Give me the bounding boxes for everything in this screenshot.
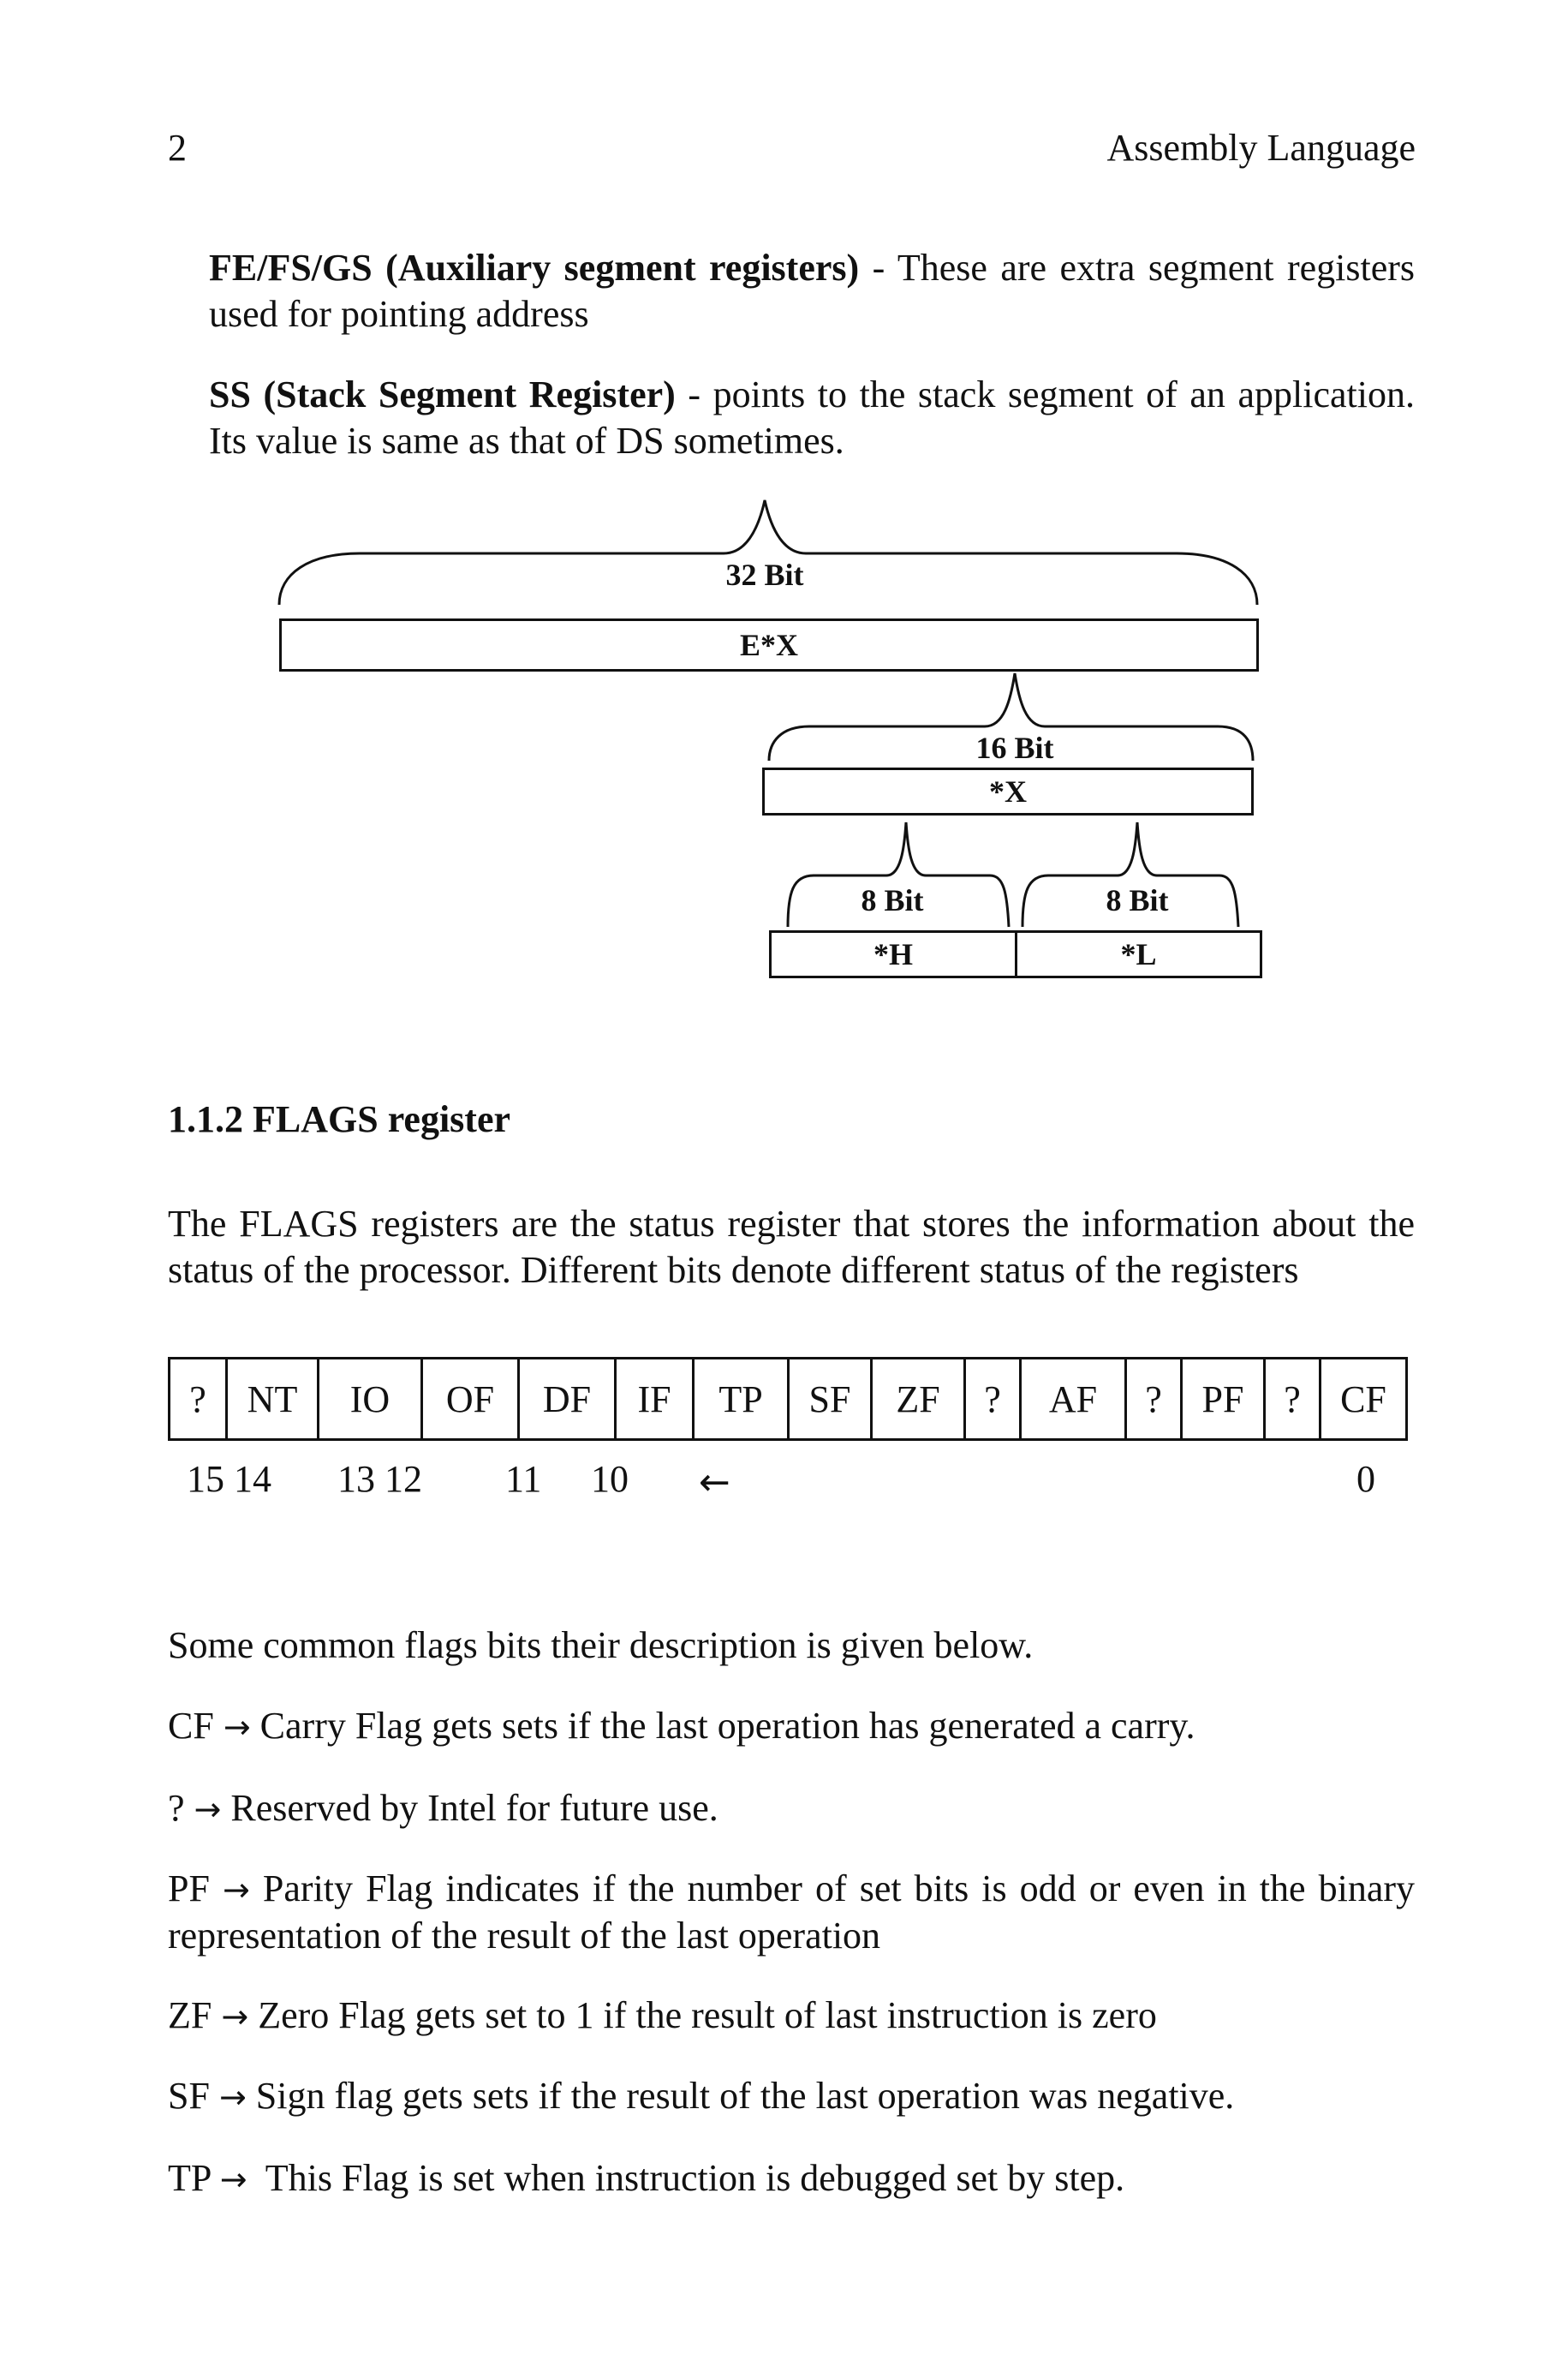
desc-item-sf — [168, 2073, 1234, 2120]
flag-cell: ? — [1265, 1359, 1321, 1440]
bit-label-13-12: 13 12 — [337, 1458, 422, 1500]
register-diagram-braces — [0, 0, 1568, 1028]
page-number: 2 — [168, 127, 187, 169]
flag-cell: ? — [170, 1359, 227, 1440]
descriptions-lead: Some common flags bits their description is given below. — [168, 1624, 1034, 1666]
flags-row — [170, 1359, 1407, 1440]
ss-term: SS (Stack Segment Register) — [209, 373, 676, 415]
ss-description: - points to the stack segment of an application. Its value is same as that of DS sometimes. — [209, 373, 1415, 462]
right-arrow-icon: → — [218, 2078, 247, 2116]
desc-item-tp — [168, 2155, 1124, 2202]
desc-key: TP — [168, 2157, 211, 2199]
register-8-bit-low: *L — [1015, 930, 1262, 978]
section-heading: 1.1.2 FLAGS register — [168, 1098, 511, 1140]
register-8-bit-high: *H — [769, 930, 1017, 978]
bit-label-0: 0 — [1356, 1458, 1375, 1500]
right-arrow-icon: → — [194, 1790, 222, 1828]
desc-text: Zero Flag gets set to 1 if the result of last instruction is zero — [258, 1994, 1157, 2036]
fe-description: - These are extra segment registers used for pointing address — [209, 247, 1415, 335]
right-arrow-icon: → — [219, 2160, 247, 2198]
right-arrow-icon: → — [223, 1871, 250, 1909]
desc-text: Parity Flag indicates if the number of set bits is odd or even in the binary representation of the result of the last operation — [168, 1867, 1416, 1957]
right-arrow-icon: → — [223, 1708, 251, 1746]
flag-cell: ? — [965, 1359, 1021, 1440]
register-16-bit: *X — [762, 768, 1254, 816]
bit-label-11: 11 — [505, 1458, 542, 1500]
flag-cell: ? — [1126, 1359, 1182, 1440]
flag-cell: IF — [616, 1359, 694, 1440]
desc-text: This Flag is set when instruction is debugged set by step. — [265, 2157, 1125, 2199]
desc-key: CF — [168, 1705, 214, 1747]
desc-key: SF — [168, 2075, 210, 2117]
desc-item-reserved — [168, 1785, 718, 1832]
flag-cell: NT — [227, 1359, 319, 1440]
desc-text: Sign flag gets sets if the result of the last operation was negative. — [255, 2075, 1235, 2117]
desc-key: PF — [168, 1867, 210, 1909]
fe-term: FE/FS/GS (Auxiliary segment registers) — [209, 247, 860, 289]
label-32-bit: 32 Bit — [725, 558, 804, 592]
label-16-bit: 16 Bit — [975, 731, 1054, 765]
flag-cell: TP — [694, 1359, 789, 1440]
flag-cell: OF — [422, 1359, 519, 1440]
flags-table — [168, 1357, 1408, 1441]
left-arrow-icon: ← — [699, 1461, 730, 1504]
desc-text: Reserved by Intel for future use. — [230, 1787, 718, 1829]
desc-key: ? — [168, 1787, 185, 1829]
desc-key: ZF — [168, 1994, 212, 2036]
flag-cell: CF — [1321, 1359, 1407, 1440]
bit-label-10: 10 — [591, 1458, 629, 1500]
desc-text: Carry Flag gets sets if the last operation has generated a carry. — [259, 1705, 1195, 1747]
flag-cell: SF — [789, 1359, 872, 1440]
flag-cell: DF — [519, 1359, 616, 1440]
running-title: Assembly Language — [1106, 127, 1416, 169]
desc-item-pf — [168, 1866, 1415, 1959]
flag-cell: IO — [319, 1359, 422, 1440]
flag-cell: ZF — [872, 1359, 965, 1440]
flag-cell: PF — [1182, 1359, 1265, 1440]
bit-label-15-14: 15 14 — [187, 1458, 271, 1500]
register-32-bit: E*X — [279, 618, 1259, 672]
right-arrow-icon: → — [221, 1998, 249, 2035]
desc-item-zf — [168, 1993, 1157, 2040]
label-8-bit-high: 8 Bit — [861, 883, 924, 917]
flag-cell: AF — [1021, 1359, 1126, 1440]
desc-item-cf — [168, 1703, 1195, 1750]
label-8-bit-low: 8 Bit — [1106, 883, 1169, 917]
flags-intro: The FLAGS registers are the status register that stores the information about the status of the processor. Different bits denote different status of the registers — [168, 1203, 1415, 1291]
